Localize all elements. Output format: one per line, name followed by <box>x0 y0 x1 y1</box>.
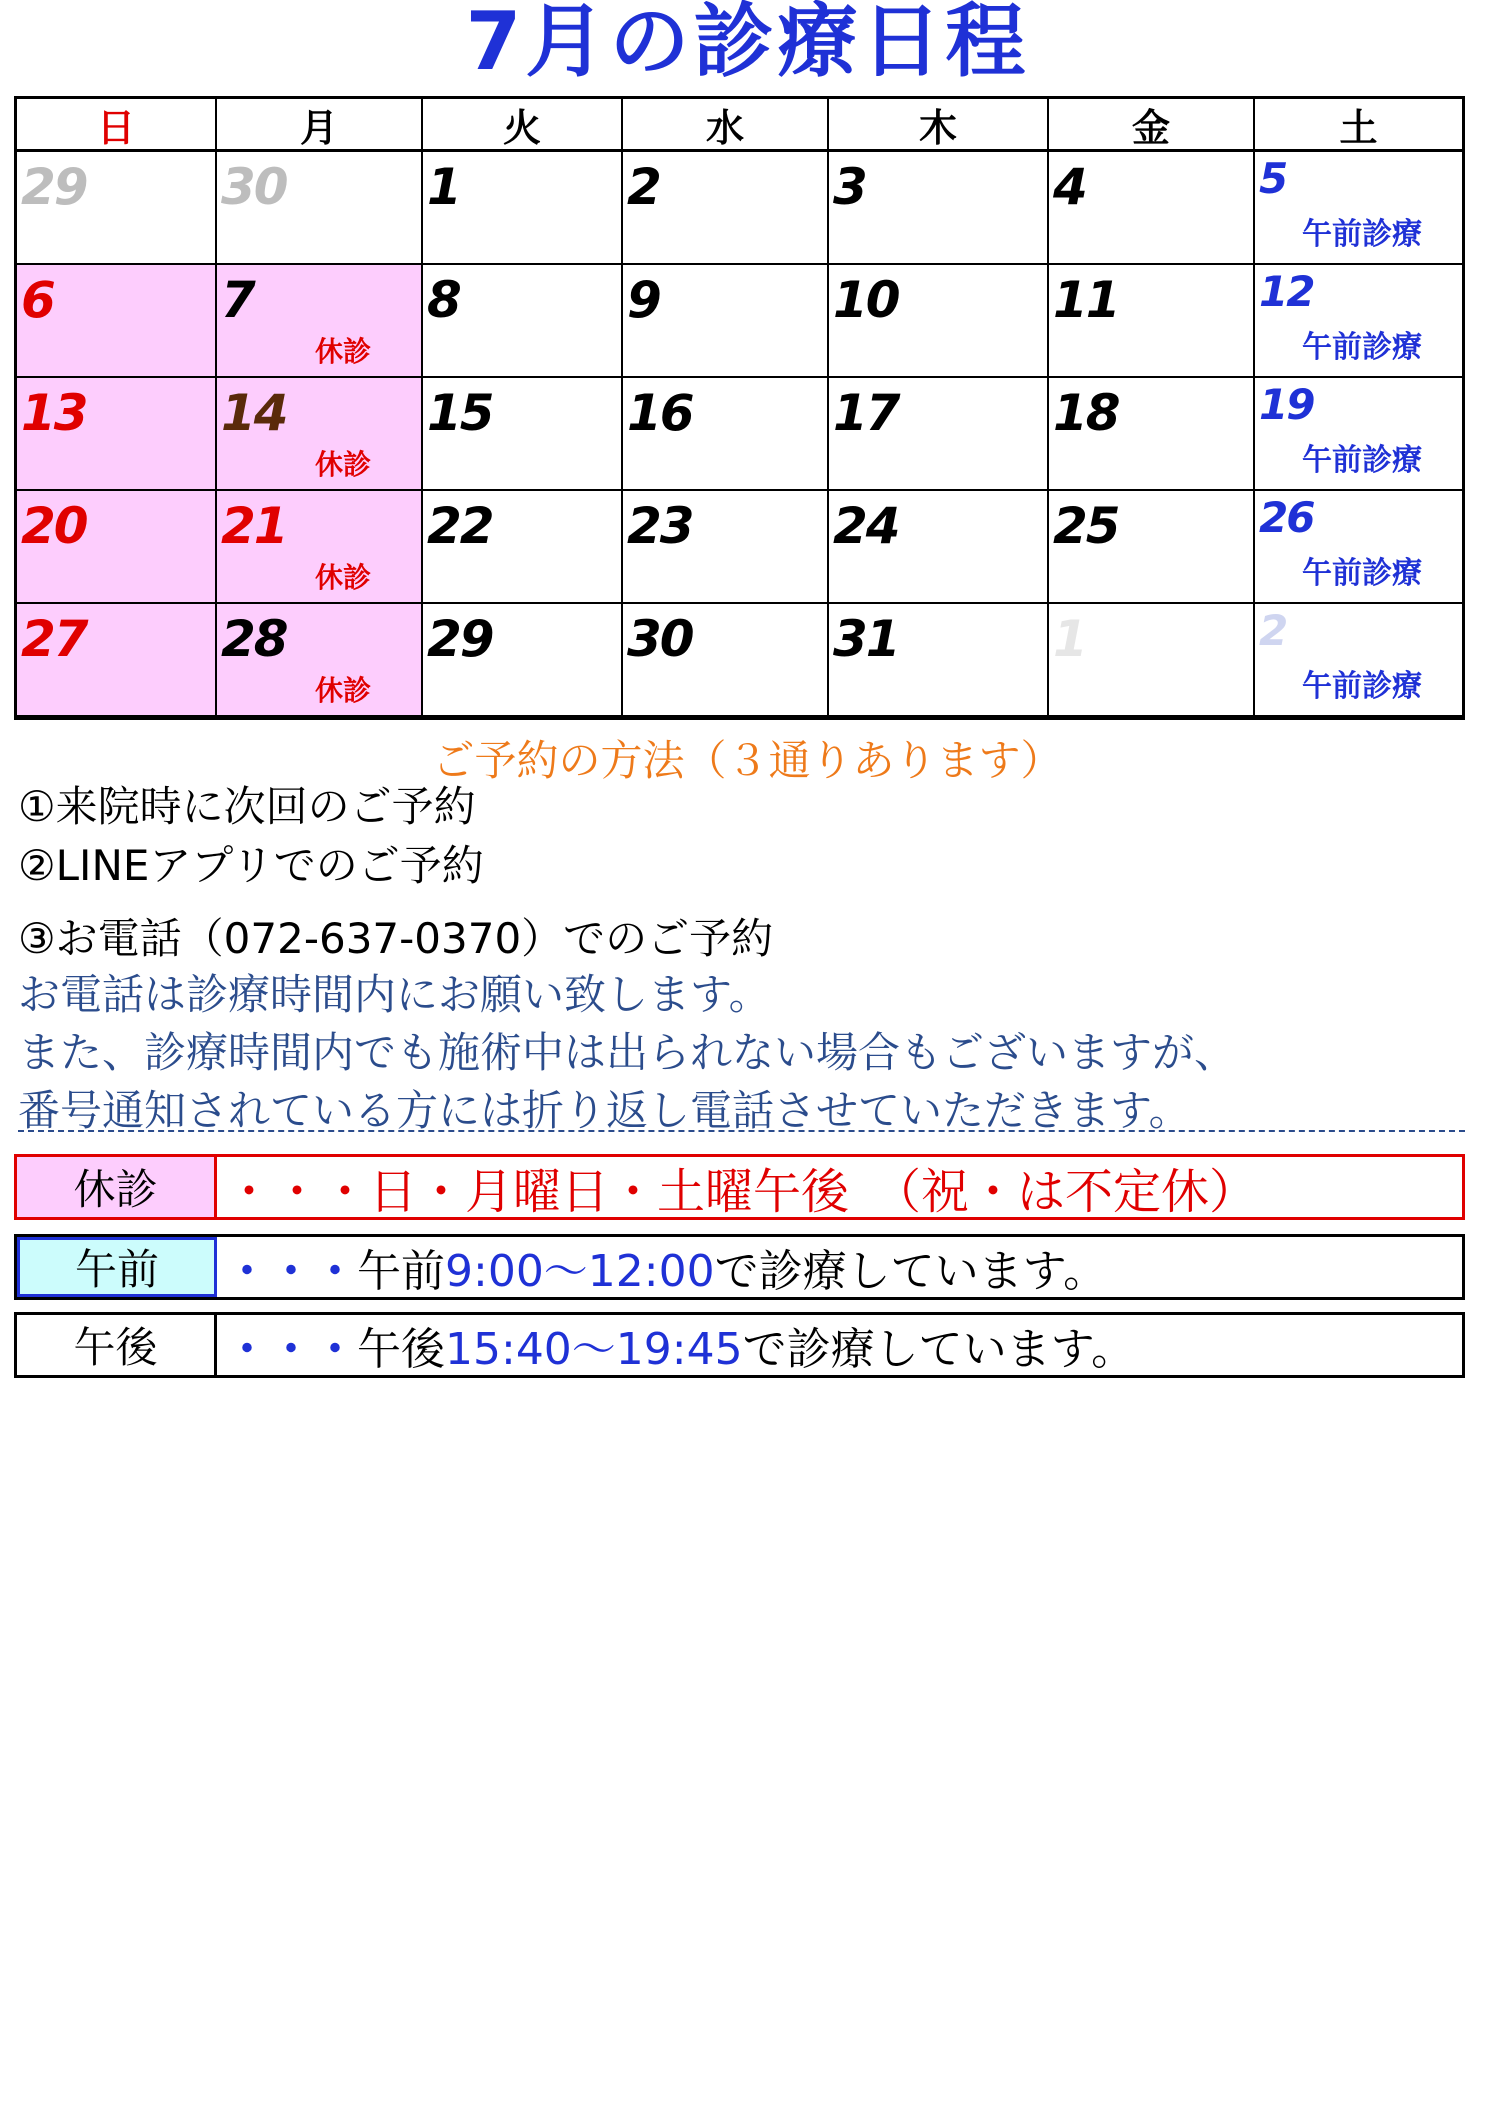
day-number: 20 <box>21 497 87 555</box>
day-number: 4 <box>1053 158 1086 216</box>
reservation-method-2: ②LINEアプリでのご予約 <box>18 841 484 890</box>
legend-morning-desc <box>217 1237 1462 1297</box>
legend-afternoon-time: 15:40～19:45 <box>445 1324 743 1375</box>
day-number: 21 <box>221 497 287 555</box>
closed-note: 休診 <box>314 335 371 368</box>
closed-note: 休診 <box>314 448 371 481</box>
day-number: 29 <box>21 158 87 216</box>
day-cell <box>1049 265 1255 378</box>
legend-morning-tag: 午前 <box>17 1237 217 1297</box>
weekday-header-thu: 木 <box>829 99 1049 152</box>
weekday-header-mon: 月 <box>217 99 423 152</box>
day-number: 2 <box>1259 606 1287 655</box>
closed-note: 休診 <box>314 674 371 707</box>
day-number: 8 <box>427 271 460 329</box>
day-number: 25 <box>1053 497 1119 555</box>
day-cell <box>17 265 217 378</box>
phone-info-line-2: また、診療時間内でも施術中は出られない場合もございますが、 <box>18 1028 1237 1077</box>
day-cell <box>217 152 423 265</box>
weekday-header-sun: 日 <box>17 99 217 152</box>
legend-morning <box>14 1234 1465 1300</box>
day-number: 6 <box>21 271 54 329</box>
day-cell <box>829 265 1049 378</box>
day-cell <box>17 378 217 491</box>
day-cell <box>217 491 423 604</box>
day-cell <box>1049 491 1255 604</box>
legend-afternoon-desc <box>217 1315 1462 1375</box>
day-cell <box>423 265 623 378</box>
day-cell <box>623 152 829 265</box>
legend-afternoon-dots: ・・・ <box>225 1324 357 1375</box>
morning-only-note: 午前診療 <box>1302 330 1422 365</box>
day-cell <box>423 604 623 717</box>
day-number: 1 <box>427 158 460 216</box>
legend-afternoon <box>14 1312 1465 1378</box>
day-number: 22 <box>427 497 493 555</box>
day-cell <box>217 265 423 378</box>
day-cell <box>17 491 217 604</box>
day-number: 29 <box>427 610 493 668</box>
weekday-header-tue: 火 <box>423 99 623 152</box>
weekday-header-wed: 水 <box>623 99 829 152</box>
page-title: 7月の診療日程 <box>465 0 1030 88</box>
day-cell <box>829 604 1049 717</box>
morning-only-note: 午前診療 <box>1302 556 1422 591</box>
day-cell <box>217 378 423 491</box>
day-cell <box>623 378 829 491</box>
day-cell <box>1255 491 1462 604</box>
day-number: 9 <box>627 271 660 329</box>
legend-morning-time: 9:00～12:00 <box>445 1246 715 1297</box>
reservation-method-1: ①来院時に次回のご予約 <box>18 782 476 831</box>
day-number: 30 <box>221 158 287 216</box>
day-cell <box>217 604 423 717</box>
day-cell <box>17 604 217 717</box>
legend-afternoon-tag: 午後 <box>17 1315 217 1375</box>
day-number: 18 <box>1053 384 1119 442</box>
day-number: 27 <box>21 610 87 668</box>
legend-morning-label: 午前 <box>357 1246 445 1297</box>
day-cell <box>829 152 1049 265</box>
day-number: 7 <box>221 271 254 329</box>
legend-afternoon-label: 午後 <box>357 1324 445 1375</box>
day-number: 11 <box>1053 271 1119 329</box>
day-number: 23 <box>627 497 693 555</box>
day-cell <box>623 604 829 717</box>
day-cell <box>423 491 623 604</box>
day-cell <box>17 152 217 265</box>
day-number: 1 <box>1053 610 1086 668</box>
reservation-methods-title: ご予約の方法（３通りあります） <box>432 736 1063 785</box>
day-cell <box>1049 152 1255 265</box>
legend-closed <box>14 1154 1465 1220</box>
dashed-divider <box>18 1130 1465 1132</box>
day-number: 2 <box>627 158 660 216</box>
day-cell <box>829 378 1049 491</box>
phone-info-line-1: お電話は診療時間内にお願い致します。 <box>18 970 771 1019</box>
day-number: 12 <box>1259 267 1314 316</box>
day-number: 3 <box>833 158 866 216</box>
legend-closed-desc: ・・・日・月曜日・土曜午後 （祝・は不定休） <box>225 1163 1258 1220</box>
day-number: 24 <box>833 497 899 555</box>
day-cell <box>1049 378 1255 491</box>
morning-only-note: 午前診療 <box>1302 217 1422 252</box>
legend-afternoon-suffix: で診療しています。 <box>742 1324 1136 1375</box>
day-cell <box>1255 378 1462 491</box>
day-number: 13 <box>21 384 87 442</box>
day-number: 31 <box>833 610 899 668</box>
morning-only-note: 午前診療 <box>1302 443 1422 478</box>
legend-morning-suffix: で診療しています。 <box>714 1246 1108 1297</box>
weekday-header-fri: 金 <box>1049 99 1255 152</box>
day-cell <box>623 265 829 378</box>
day-number: 28 <box>221 610 287 668</box>
day-number: 5 <box>1259 154 1287 203</box>
reservation-method-3: ③お電話（072-637-0370）でのご予約 <box>18 914 774 963</box>
day-cell <box>1255 265 1462 378</box>
day-number: 30 <box>627 610 693 668</box>
day-cell <box>423 152 623 265</box>
day-cell <box>423 378 623 491</box>
day-number: 17 <box>833 384 899 442</box>
day-cell <box>1049 604 1255 717</box>
day-number: 15 <box>427 384 493 442</box>
day-cell <box>623 491 829 604</box>
day-number: 19 <box>1259 380 1314 429</box>
morning-only-note: 午前診療 <box>1302 669 1422 704</box>
day-cell <box>1255 604 1462 717</box>
closed-note: 休診 <box>314 561 371 594</box>
day-number: 14 <box>221 384 287 442</box>
legend-morning-dots: ・・・ <box>225 1246 357 1297</box>
day-cell <box>1255 152 1462 265</box>
legend-closed-tag: 休診 <box>17 1157 217 1217</box>
day-cell <box>829 491 1049 604</box>
day-number: 16 <box>627 384 693 442</box>
phone-info-line-3: 番号通知されている方には折り返し電話させていただきます。 <box>18 1086 1191 1135</box>
calendar-grid <box>14 96 1465 720</box>
day-number: 10 <box>833 271 899 329</box>
day-number: 26 <box>1259 493 1314 542</box>
weekday-header-sat: 土 <box>1255 99 1462 152</box>
